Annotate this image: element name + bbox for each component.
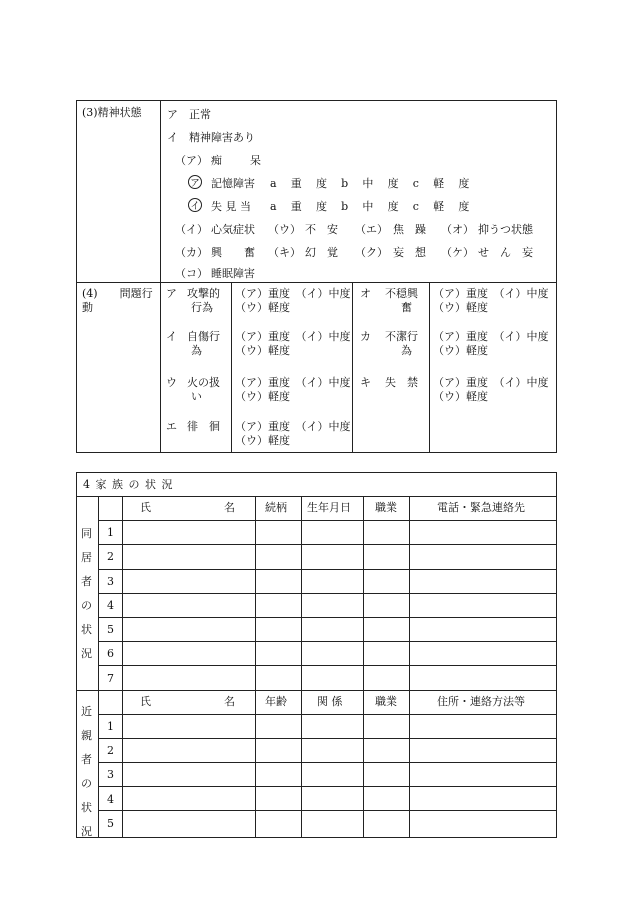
- severity-options: （ウ）軽度: [235, 301, 290, 314]
- relatives-side-label: 況: [81, 825, 92, 838]
- coresident-header-name: 氏 名: [140, 501, 238, 514]
- behavior-mark: ア: [166, 287, 177, 300]
- behavior-col-divider: [352, 282, 353, 453]
- severity-options: （ア）重度 （イ）中度: [235, 330, 351, 343]
- coresident-header-birthdate: 生年月日: [307, 501, 351, 514]
- behavior-item: 行為: [191, 301, 213, 314]
- coresident-row-number: 3: [107, 575, 114, 588]
- row-divider: [98, 593, 557, 594]
- symptom-marker: （カ）: [175, 246, 208, 259]
- behavior-label-line2: 動: [82, 301, 93, 314]
- relatives-row-number: 2: [107, 744, 114, 757]
- coresident-side-label: 状: [81, 623, 92, 636]
- mental-state-label: (3)精神状態: [82, 106, 142, 119]
- severity-options: （ア）重度 （イ）中度: [433, 376, 549, 389]
- behavior-item: 不潔行: [385, 330, 418, 343]
- coresident-row-number: 4: [107, 599, 114, 612]
- relatives-side-label: 状: [81, 801, 92, 814]
- symptom-marker: （ウ）: [268, 223, 301, 236]
- behavior-item: 攻撃的: [187, 287, 220, 300]
- behavior-mark: オ: [360, 287, 371, 300]
- severity-options: （ア）重度 （イ）中度: [235, 376, 351, 389]
- coresident-header-occupation: 職業: [375, 501, 397, 514]
- coresident-row-number: 5: [107, 623, 114, 636]
- severity-options: （ウ）軽度: [433, 344, 488, 357]
- symptom-label: 不 安: [305, 223, 338, 236]
- relatives-side-label: 親: [81, 729, 92, 742]
- symptom-label: 幻 覚: [305, 246, 338, 259]
- behavior-label-line1: (4) 問題行: [82, 287, 153, 300]
- symptom-label: 焦 躁: [393, 223, 426, 236]
- label-column-divider: [160, 100, 161, 453]
- block-divider: [76, 690, 557, 691]
- severity-options: （ウ）軽度: [433, 301, 488, 314]
- memory-circle-mark: ア: [188, 175, 202, 189]
- severity-options: （ア）重度 （イ）中度: [235, 287, 351, 300]
- coresident-side-label: の: [81, 599, 92, 612]
- relatives-header-occupation: 職業: [375, 695, 397, 708]
- coresident-row-number: 6: [107, 647, 114, 660]
- relatives-row-number: 5: [107, 817, 114, 830]
- coresident-row-number: 1: [107, 526, 114, 539]
- disorientation-label: 失 見 当: [211, 200, 251, 213]
- behavior-mark: ウ: [166, 376, 177, 389]
- relatives-header-relationship: 関 係: [317, 695, 343, 708]
- symptom-marker: （イ）: [175, 223, 208, 236]
- behavior-item: 為: [401, 344, 412, 357]
- symptom-marker: （キ）: [268, 246, 301, 259]
- severity-options: （ウ）軽度: [235, 344, 290, 357]
- coresident-side-label: 者: [81, 575, 92, 588]
- coresident-side-label: 況: [81, 647, 92, 660]
- behavior-mark: キ: [360, 376, 371, 389]
- behavior-col-divider: [429, 282, 430, 453]
- row-divider: [98, 762, 557, 763]
- dementia-label: 痴 呆: [211, 154, 263, 167]
- relatives-row-number: 4: [107, 793, 114, 806]
- family-table: [76, 472, 557, 838]
- symptom-label: 抑うつ状態: [478, 223, 533, 236]
- behavior-item: 火の扱: [187, 376, 220, 389]
- row-divider: [98, 544, 557, 545]
- behavior-item: 為: [191, 344, 202, 357]
- family-section-title: 4 家 族 の 状 況: [83, 478, 174, 491]
- row-divider: [98, 665, 557, 666]
- behavior-mark: エ: [166, 420, 177, 433]
- behavior-item: 奮: [401, 301, 412, 314]
- coresident-side-label: 同: [81, 527, 92, 540]
- row-divider: [98, 810, 557, 811]
- row-divider: [98, 738, 557, 739]
- relatives-header-address: 住所・連絡方法等: [437, 695, 525, 708]
- behavior-col-divider: [231, 282, 232, 453]
- row-divider: [98, 641, 557, 642]
- symptom-label: 妄 想: [393, 246, 426, 259]
- row-divider: [98, 617, 557, 618]
- title-divider: [76, 496, 557, 497]
- severity-options: （ウ）軽度: [235, 390, 290, 403]
- symptom-marker: （コ）: [175, 267, 208, 280]
- section-divider: [76, 282, 557, 283]
- memory-severity: a 重 度 b 中 度 c 軽 度: [270, 177, 471, 190]
- behavior-mark: イ: [166, 330, 177, 343]
- relatives-row-number: 1: [107, 720, 114, 733]
- severity-options: （ア）重度 （イ）中度: [433, 287, 549, 300]
- severity-options: （ウ）軽度: [235, 434, 290, 447]
- coresident-header-contact: 電話・緊急連絡先: [437, 501, 525, 514]
- row-divider: [98, 569, 557, 570]
- mental-normal-option: ア 正常: [167, 108, 211, 121]
- relatives-side-label: 者: [81, 753, 92, 766]
- disorientation-severity: a 重 度 b 中 度 c 軽 度: [270, 200, 471, 213]
- coresident-header-relation: 続柄: [265, 501, 287, 514]
- behavior-item: 不穏興: [385, 287, 418, 300]
- symptom-label: 興 奮: [211, 246, 255, 259]
- coresident-row-number: 2: [107, 550, 114, 563]
- relatives-header-name: 氏 名: [140, 695, 238, 708]
- behavior-mark: カ: [360, 330, 371, 343]
- coresident-row-number: 7: [107, 672, 114, 685]
- row-divider: [98, 520, 557, 521]
- symptom-label: 睡眠障害: [211, 267, 255, 280]
- symptom-label: 心気症状: [211, 223, 255, 236]
- symptom-label: せ ん 妄: [478, 246, 533, 259]
- symptom-marker: （オ）: [441, 223, 474, 236]
- relatives-header-age: 年齢: [265, 695, 287, 708]
- relatives-side-label: 近: [81, 705, 92, 718]
- severity-options: （ア）重度 （イ）中度: [433, 330, 549, 343]
- disorientation-circle-mark: イ: [188, 198, 202, 212]
- coresident-side-label: 居: [81, 551, 92, 564]
- dementia-marker: （ア）: [175, 154, 208, 167]
- symptom-marker: （ク）: [355, 246, 388, 259]
- memory-label: 記憶障害: [211, 177, 255, 190]
- behavior-item: 自傷行: [187, 330, 220, 343]
- row-divider: [98, 786, 557, 787]
- mental-disorder-option: イ 精神障害あり: [167, 131, 255, 144]
- severity-options: （ウ）軽度: [433, 390, 488, 403]
- row-divider: [98, 714, 557, 715]
- behavior-item: 徘 徊: [187, 420, 220, 433]
- relatives-row-number: 3: [107, 768, 114, 781]
- severity-options: （ア）重度 （イ）中度: [235, 420, 351, 433]
- behavior-item: い: [191, 390, 202, 403]
- relatives-side-label: の: [81, 777, 92, 790]
- behavior-item: 失 禁: [385, 376, 418, 389]
- symptom-marker: （エ）: [355, 223, 388, 236]
- symptom-marker: （ケ）: [441, 246, 474, 259]
